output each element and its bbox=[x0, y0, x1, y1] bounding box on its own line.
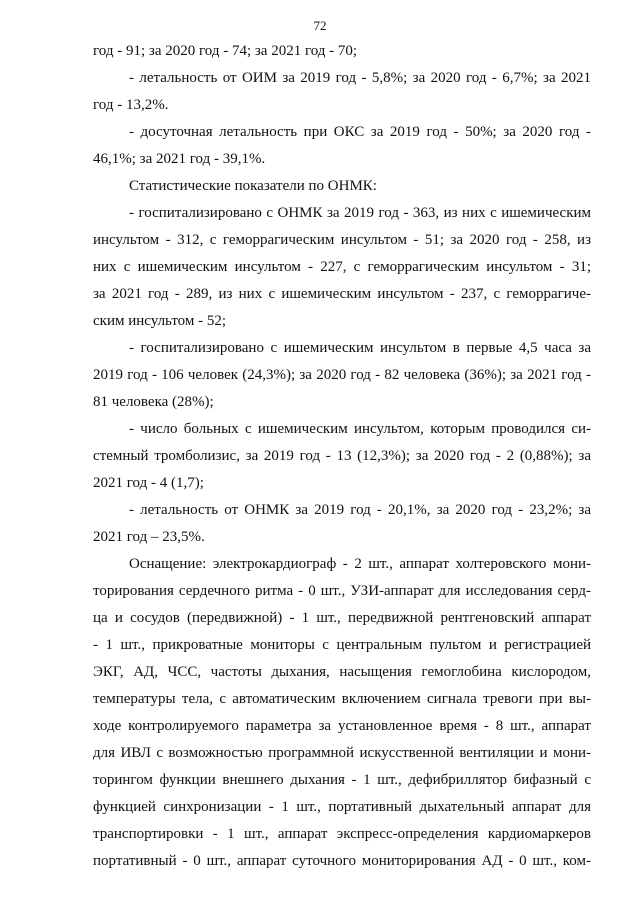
text-line: транспортировки - 1 шт., аппарат экспресс-определения кардиомаркеров bbox=[93, 826, 591, 842]
text-line: ходе контролируемого параметра за установленное время - 8 шт., аппарат bbox=[93, 718, 591, 734]
text-line: температуры тела, с автоматическим включением сигнала тревоги при вы- bbox=[93, 691, 591, 707]
text-line: - досуточная летальность при ОКС за 2019 год - 50%; за 2020 год - bbox=[129, 124, 591, 140]
text-line: 2021 год - 4 (1,7); bbox=[93, 475, 204, 491]
text-line: стемный тромболизис, за 2019 год - 13 (12,3%); за 2020 год - 2 (0,88%); за bbox=[93, 448, 591, 464]
text-line: них с ишемическим инсультом - 227, с геморрагическим инсультом - 31; bbox=[93, 259, 591, 275]
page-number: 72 bbox=[313, 18, 327, 33]
text-line: год - 91; за 2020 год - 74; за 2021 год - 70; bbox=[93, 43, 358, 59]
text-line: - число больных с ишемическим инсультом, которым проводился си- bbox=[129, 421, 591, 437]
text-line: - госпитализировано с ишемическим инсультом в первые 4,5 часа за bbox=[129, 340, 591, 356]
text-line: 81 человека (28%); bbox=[93, 394, 214, 410]
text-line: - госпитализировано с ОНМК за 2019 год - 363, из них с ишемическим bbox=[129, 205, 591, 221]
text-line: за 2021 год - 289, из них с ишемическим инсультом - 237, с геморрагиче- bbox=[93, 286, 591, 302]
text-line: 2019 год - 106 человек (24,3%); за 2020 год - 82 человека (36%); за 2021 год - bbox=[93, 367, 591, 383]
text-line: 46,1%; за 2021 год - 39,1%. bbox=[93, 151, 266, 167]
text-line: функцией синхронизации - 1 шт., портативный дыхательный аппарат для bbox=[93, 799, 591, 815]
text-line: портативный - 0 шт., аппарат суточного мониторирования АД - 0 шт., ком- bbox=[93, 853, 591, 869]
text-line: торингом функции внешнего дыхания - 1 шт., дефибриллятор бифазный с bbox=[93, 772, 591, 788]
text-line: для ИВЛ с возможностью программной искусственной вентиляции и мони- bbox=[93, 745, 591, 761]
text-line: - летальность от ОИМ за 2019 год - 5,8%; за 2020 год - 6,7%; за 2021 bbox=[129, 70, 591, 86]
text-line: - летальность от ОНМК за 2019 год - 20,1%, за 2020 год - 23,2%; за bbox=[129, 502, 591, 518]
text-line: Статистические показатели по ОНМК: bbox=[129, 178, 377, 194]
text-line: ским инсультом - 52; bbox=[93, 313, 227, 329]
text-line: Оснащение: электрокардиограф - 2 шт., аппарат холтеровского мони- bbox=[129, 556, 591, 572]
text-line: год - 13,2%. bbox=[93, 97, 169, 113]
text-line: ца и сосудов (передвижной) - 1 шт., передвижной рентгеновский аппарат bbox=[93, 610, 591, 626]
text-line: - 1 шт., прикроватные мониторы с центральным пультом и регистрацией bbox=[93, 637, 591, 653]
text-line: торирования сердечного ритма - 0 шт., УЗИ-аппарат для исследования серд- bbox=[93, 583, 591, 599]
text-line: ЭКГ, АД, ЧСС, частоты дыхания, насыщения гемоглобина кислородом, bbox=[93, 664, 591, 680]
document-body bbox=[93, 38, 591, 875]
text-line: инсультом - 312, с геморрагическим инсультом - 51; за 2020 год - 258, из bbox=[93, 232, 591, 248]
text-line: 2021 год – 23,5%. bbox=[93, 529, 205, 545]
